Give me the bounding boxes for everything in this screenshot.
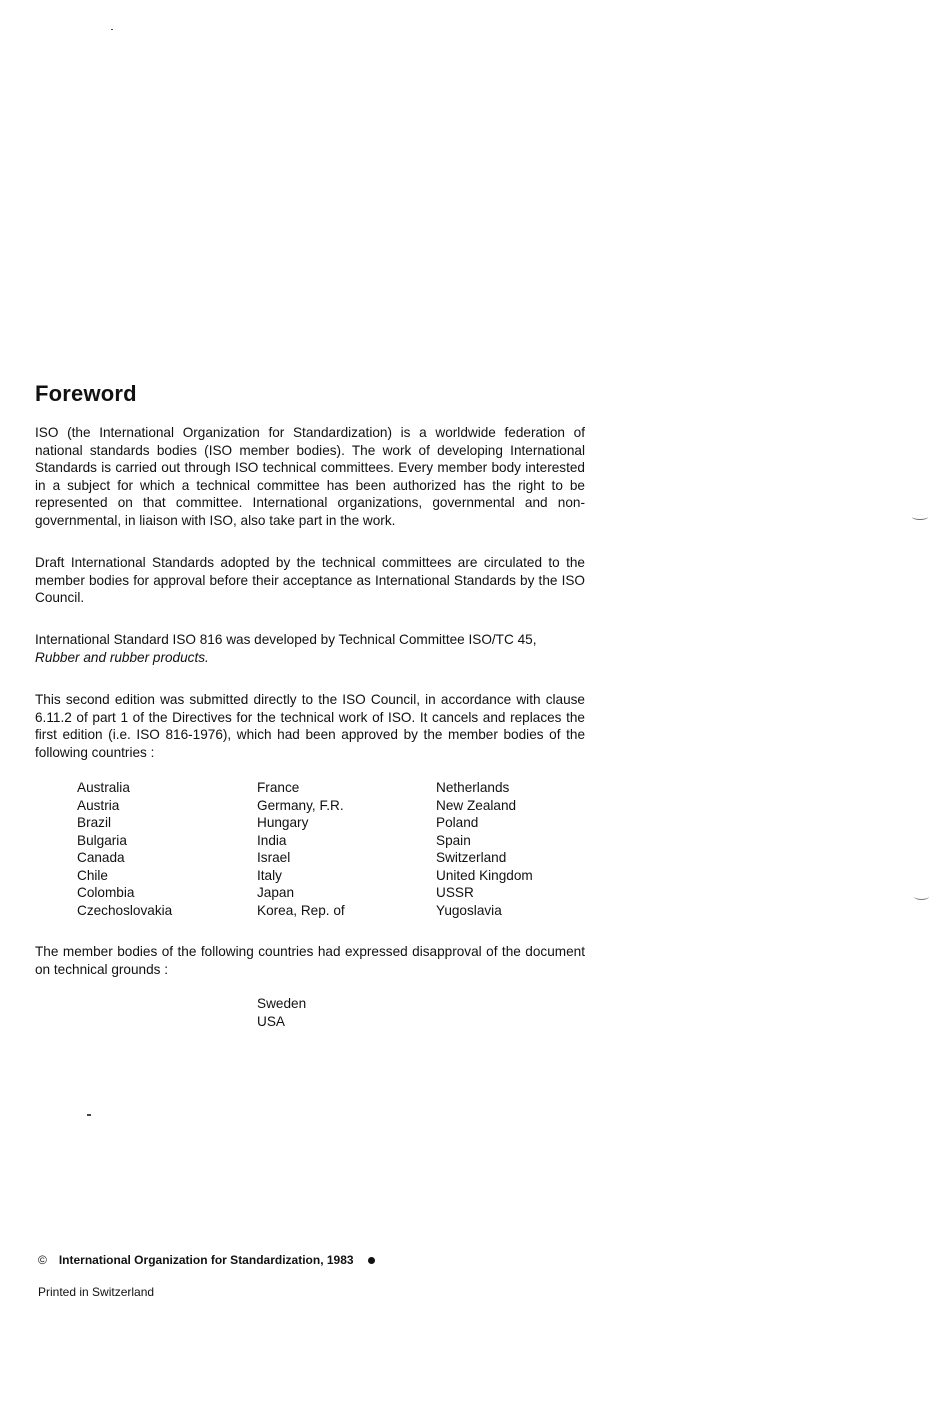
country-item: Korea, Rep. of [257,902,345,918]
scan-mark [912,514,928,520]
country-column-2 [257,779,345,919]
country-column-1 [77,779,172,919]
country-item: USSR [436,885,474,900]
country-item: Colombia [77,885,135,900]
scan-mark [914,893,929,900]
country-item: Czechoslovakia [77,902,173,918]
copyright-line [38,1253,375,1267]
country-item: Israel [257,850,291,865]
standard-origin-text: International Standard ISO 816 was developed by Technical Committee ISO/TC 45, [35,632,537,647]
country-item: Italy [257,867,282,883]
country-item: Sweden [257,996,307,1011]
country-item: Chile [77,867,108,883]
country-item: USA [257,1013,285,1029]
country-item: Spain [436,832,471,848]
paragraph-iso-description: ISO (the International Organization for Standardization) is a worldwide federation of national standards bodies (ISO member bodies). The work of developing International Standards is carried out through ISO technical committees. Every member body interested in a subject for which a technical committee has been authorized has the right to be represented on that committee. International organizations, governmental and non-governmental, in liaison with ISO, also take part in the work. [35,425,585,528]
scan-speck [87,1114,91,1116]
country-item: Canada [77,850,125,865]
country-item: Germany, F.R. [257,797,344,813]
scan-speck [111,29,113,30]
country-item: Poland [436,815,479,830]
foreword-heading: Foreword [35,381,137,406]
printed-in-line: Printed in Switzerland [38,1285,155,1299]
paragraph-draft-standards: Draft International Standards adopted by the technical committees are circulated to the member bodies for approval before their acceptance as International Standards by the ISO Council. [35,555,585,606]
copyright-symbol: © [38,1253,47,1267]
country-item: India [257,832,287,848]
country-item: France [257,780,300,795]
country-item: Brazil [77,815,111,830]
country-item: Austria [77,797,120,813]
country-column-3 [436,779,533,919]
country-item: Japan [257,885,295,900]
paragraph-disapproval: The member bodies of the following countries had expressed disapproval of the document on technical grounds : [35,944,585,977]
copyright-text: International Organization for Standardization, 1983 [58,1253,354,1267]
disapproving-countries-list [257,995,306,1030]
country-item: Switzerland [436,850,507,865]
country-item: Yugoslavia [436,902,502,918]
country-item: New Zealand [436,797,517,813]
bullet-icon [368,1257,375,1264]
country-item: Bulgaria [77,832,127,848]
paragraph-standard-origin [35,631,585,666]
paragraph-second-edition: This second edition was submitted directly to the ISO Council, in accordance with clause 6.11.2 of part 1 of the Directives for the technical work of ISO. It cancels and replaces the first edition (i.e. ISO 816-1976), which had been approved by the member bodies of the following countries : [35,692,585,760]
country-item: Australia [77,780,130,795]
country-item: United Kingdom [436,867,533,883]
country-item: Hungary [257,815,309,830]
committee-name: Rubber and rubber products. [35,649,209,665]
country-item: Netherlands [436,780,510,795]
